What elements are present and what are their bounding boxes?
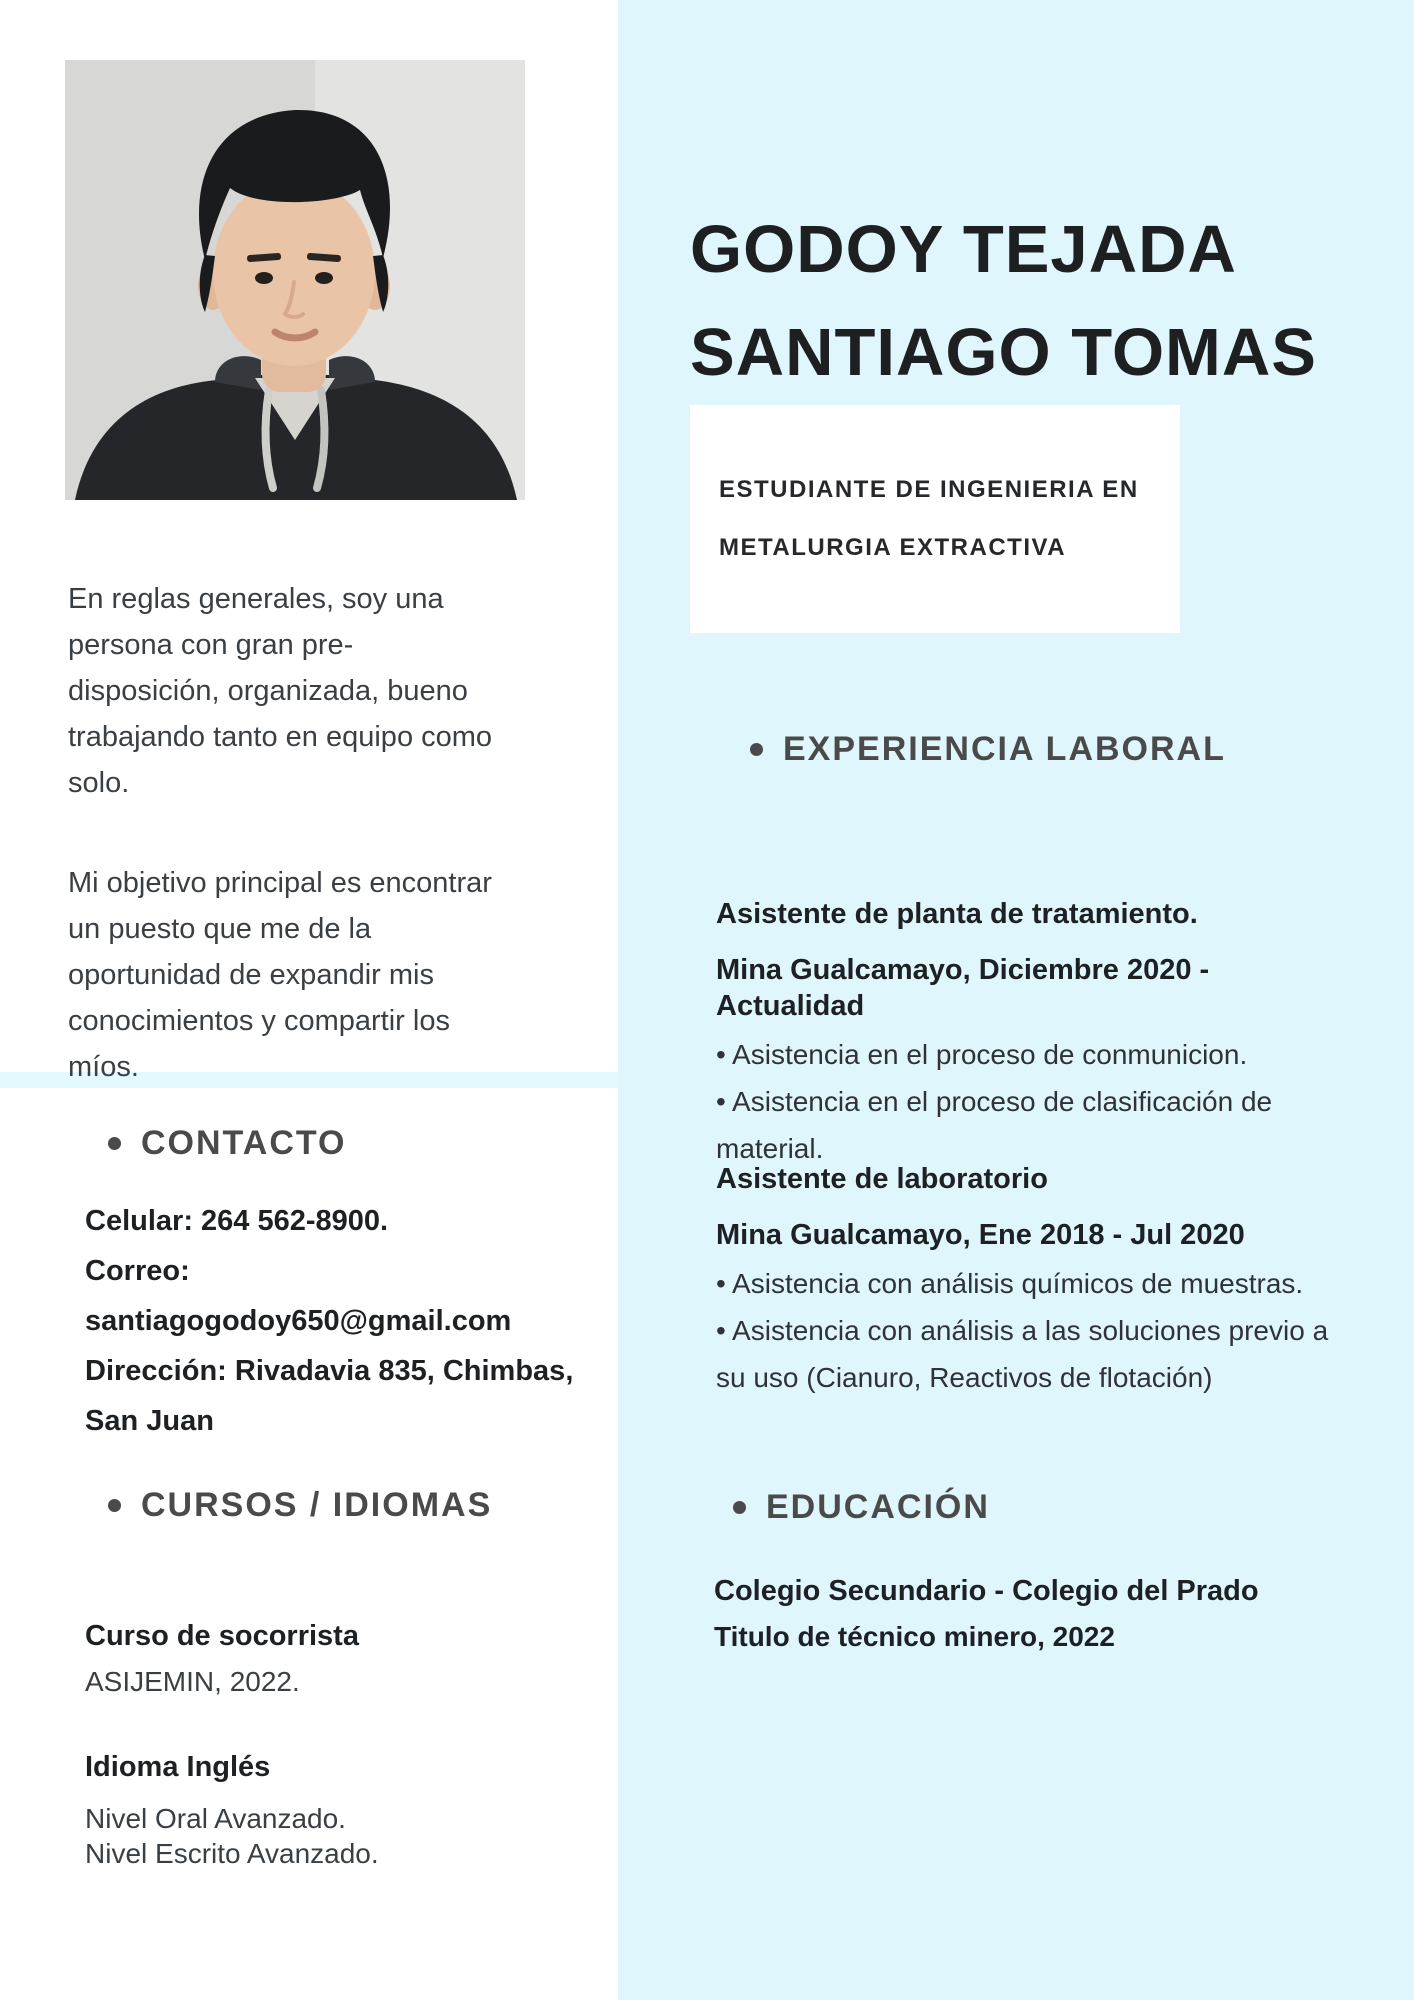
job-bullet: • Asistencia con análisis químicos de muestras. — [716, 1260, 1356, 1307]
language-details — [85, 1801, 379, 1871]
contact-email: Correo: santiagogodoy650@gmail.com — [85, 1255, 512, 1337]
experience-heading-label: EXPERIENCIA LABORAL — [783, 730, 1226, 768]
profile-photo — [65, 60, 525, 500]
about-paragraph: En reglas generales, soy una persona con gran pre-disposición, organizada, bueno trabajando tanto en equipo como solo. — [68, 583, 493, 799]
contact-heading-label: CONTACTO — [141, 1124, 347, 1162]
about-paragraph: Mi objetivo principal es encontrar un puesto que me de la oportunidad de expandir mis conocimientos y compartir los míos. — [68, 867, 492, 1083]
education-heading — [733, 1488, 990, 1527]
job-entry — [716, 1160, 1356, 1401]
language-level-written: Nivel Escrito Avanzado. — [85, 1838, 379, 1869]
name-line-1: GODOY TEJADA — [690, 212, 1237, 287]
job-entry — [716, 895, 1356, 1172]
subtitle-line-1: ESTUDIANTE DE INGENIERIA EN — [719, 476, 1139, 503]
subtitle-box — [690, 405, 1180, 633]
experience-heading — [750, 730, 1226, 769]
job-meta: Mina Gualcamayo, Ene 2018 - Jul 2020 — [716, 1219, 1245, 1251]
education-heading-label: EDUCACIÓN — [766, 1488, 990, 1526]
portrait-illustration — [65, 60, 525, 500]
language-level-oral: Nivel Oral Avanzado. — [85, 1803, 346, 1834]
subtitle-line-2: METALURGIA EXTRACTIVA — [719, 534, 1067, 561]
contact-info — [85, 1196, 615, 1446]
name-line-2: SANTIAGO TOMAS — [690, 315, 1317, 390]
course-title: Curso de socorrista — [85, 1620, 359, 1652]
bullet-dot-icon — [733, 1501, 746, 1514]
job-bullets — [716, 1260, 1356, 1401]
education-school: Colegio Secundario - Colegio del Prado — [714, 1575, 1259, 1607]
course-detail: ASIJEMIN, 2022. — [85, 1666, 300, 1697]
job-bullets — [716, 1031, 1356, 1172]
job-meta: Mina Gualcamayo, Diciembre 2020 -Actualidad — [716, 954, 1210, 1022]
about-section — [68, 576, 500, 1090]
courses-heading-label: CURSOS / IDIOMAS — [141, 1486, 493, 1524]
job-bullet: • Asistencia con análisis a las soluciones previo a su uso (Cianuro, Reactivos de flotación) — [716, 1307, 1356, 1401]
person-name — [690, 198, 1410, 404]
courses-heading — [108, 1486, 492, 1525]
job-bullet: • Asistencia en el proceso de conmunicion. — [716, 1031, 1356, 1078]
job-title: Asistente de laboratorio — [716, 1163, 1048, 1195]
bullet-dot-icon — [750, 743, 763, 756]
bullet-dot-icon — [108, 1499, 121, 1512]
person-subtitle — [690, 405, 1180, 577]
contact-heading — [108, 1124, 347, 1163]
bullet-dot-icon — [108, 1137, 121, 1150]
contact-phone: Celular: 264 562-8900. — [85, 1205, 389, 1237]
job-title: Asistente de planta de tratamiento. — [716, 898, 1198, 930]
contact-address: Dirección: Rivadavia 835, Chimbas, San Juan — [85, 1355, 574, 1437]
job-bullet: • Asistencia en el proceso de clasificación de material. — [716, 1078, 1356, 1172]
education-degree: Titulo de técnico minero, 2022 — [714, 1621, 1115, 1652]
language-title: Idioma Inglés — [85, 1751, 271, 1783]
